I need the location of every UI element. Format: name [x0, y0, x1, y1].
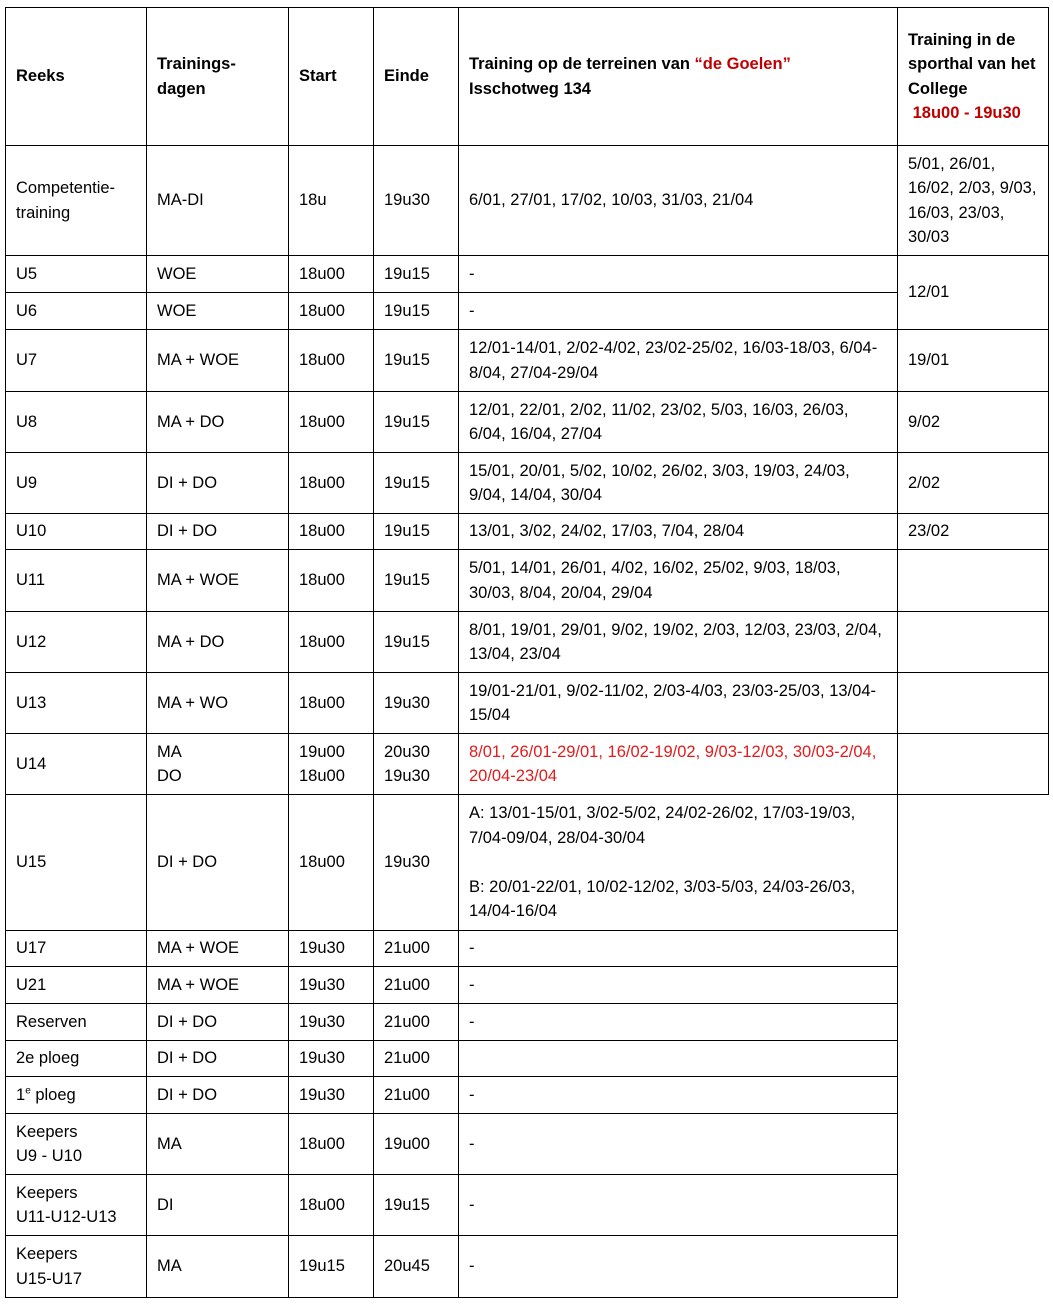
cell-goelen: 5/01, 14/01, 26/01, 4/02, 16/02, 25/02, 9/03, 18/03, 30/03, 8/04, 20/04, 29/04 — [459, 550, 898, 612]
cell-goelen: 6/01, 27/01, 17/02, 10/03, 31/03, 21/04 — [459, 146, 898, 256]
cell-start: 19u30 — [289, 931, 374, 967]
cell-einde: 19u15 — [374, 612, 459, 673]
cell-goelen: - — [459, 1236, 898, 1298]
cell-start: 19u15 — [289, 1236, 374, 1298]
cell-einde: 19u15 — [374, 392, 459, 453]
cell-dagen: MA + DO — [147, 612, 289, 673]
cell-goelen — [459, 1041, 898, 1077]
table-row — [6, 1114, 1049, 1175]
table-row — [6, 612, 1049, 673]
group-b-dates: B: 20/01-22/01, 10/02-12/02, 3/03-5/03, 24/03-26/03, 14/04-16/04 — [469, 877, 856, 921]
cell-reeks: Keepers U9 - U10 — [6, 1114, 147, 1175]
cell-reeks: 2e ploeg — [6, 1041, 147, 1077]
cell-einde: 19u30 — [374, 673, 459, 734]
cell-college: 9/02 — [898, 392, 1049, 453]
goelen-venue-name: de Goelen — [702, 55, 783, 73]
cell-dagen: DI + DO — [147, 1004, 289, 1041]
group-a-dates: A: 13/01-15/01, 3/02-5/02, 24/02-26/02, 17/03-19/03, 7/04-09/04, 28/04-30/04 — [469, 804, 856, 847]
cell-college: 19/01 — [898, 330, 1049, 392]
cell-start: 18u00 — [289, 612, 374, 673]
cell-einde: 19u15 — [374, 514, 459, 550]
cell-goelen: - — [459, 256, 898, 293]
cell-einde: 21u00 — [374, 1004, 459, 1041]
cell-college: 23/02 — [898, 514, 1049, 550]
cell-reeks: Reserven — [6, 1004, 147, 1041]
cell-college: 5/01, 26/01, 16/02, 2/03, 9/03, 16/03, 23/03, 30/03 — [898, 146, 1049, 256]
cell-einde: 19u15 — [374, 330, 459, 392]
cell-college — [898, 550, 1049, 612]
table-row — [6, 514, 1049, 550]
cell-college — [898, 673, 1049, 734]
header-goelen: Training op de terreinen van “de Goelen” Isschotweg 134 — [459, 8, 898, 146]
cell-goelen — [459, 795, 898, 931]
cell-reeks: U5 — [6, 256, 147, 293]
table-row — [6, 330, 1049, 392]
cell-dagen: DI — [147, 1175, 289, 1236]
cell-goelen: - — [459, 967, 898, 1004]
cell-start: 19u30 — [289, 1077, 374, 1114]
cell-goelen: - — [459, 293, 898, 330]
cell-goelen: 12/01, 22/01, 2/02, 11/02, 23/02, 5/03, 16/03, 26/03, 6/04, 16/04, 27/04 — [459, 392, 898, 453]
cell-einde: 19u30 — [374, 146, 459, 256]
table-row — [6, 967, 1049, 1004]
cell-start: 19u30 — [289, 967, 374, 1004]
cell-start: 18u00 — [289, 1114, 374, 1175]
table-row — [6, 1175, 1049, 1236]
cell-college — [898, 612, 1049, 673]
cell-start: 19u30 — [289, 1041, 374, 1077]
cell-einde: 19u15 — [374, 453, 459, 514]
table-row — [6, 453, 1049, 514]
cell-reeks: U6 — [6, 293, 147, 330]
table-row — [6, 1236, 1049, 1298]
table-row — [6, 1041, 1049, 1077]
table-row — [6, 734, 1049, 795]
cell-dagen: MA + WOE — [147, 550, 289, 612]
cell-goelen: - — [459, 1004, 898, 1041]
cell-reeks: U9 — [6, 453, 147, 514]
cell-goelen: - — [459, 1077, 898, 1114]
cell-goelen: 8/01, 19/01, 29/01, 9/02, 19/02, 2/03, 12/03, 23/03, 2/04, 13/04, 23/04 — [459, 612, 898, 673]
table-row — [6, 673, 1049, 734]
cell-start: 18u00 — [289, 293, 374, 330]
cell-goelen-highlighted: 8/01, 26/01-29/01, 16/02-19/02, 9/03-12/03, 30/03-2/04, 20/04-23/04 — [459, 734, 898, 795]
header-einde: Einde — [374, 8, 459, 146]
table-row — [6, 392, 1049, 453]
cell-dagen: MA — [147, 1114, 289, 1175]
college-time: 18u00 - 19u30 — [912, 104, 1021, 122]
cell-einde: 20u30 19u30 — [374, 734, 459, 795]
cell-dagen: DI + DO — [147, 514, 289, 550]
cell-reeks: Competentie- training — [6, 146, 147, 256]
cell-reeks: U14 — [6, 734, 147, 795]
cell-start: 18u — [289, 146, 374, 256]
cell-reeks: U10 — [6, 514, 147, 550]
cell-start: 18u00 — [289, 256, 374, 293]
cell-start: 18u00 — [289, 392, 374, 453]
header-trainingsdagen: Trainings- dagen — [147, 8, 289, 146]
cell-start: 18u00 — [289, 795, 374, 931]
table-row — [6, 146, 1049, 256]
header-reeks: Reeks — [6, 8, 147, 146]
cell-start: 18u00 — [289, 514, 374, 550]
cell-einde: 20u45 — [374, 1236, 459, 1298]
cell-reeks: Keepers U11-U12-U13 — [6, 1175, 147, 1236]
cell-einde: 19u30 — [374, 795, 459, 931]
cell-dagen: DI + DO — [147, 453, 289, 514]
cell-goelen: - — [459, 931, 898, 967]
cell-goelen: 19/01-21/01, 9/02-11/02, 2/03-4/03, 23/03-25/03, 13/04-15/04 — [459, 673, 898, 734]
cell-dagen: DI + DO — [147, 795, 289, 931]
cell-reeks: U11 — [6, 550, 147, 612]
cell-start: 18u00 — [289, 550, 374, 612]
cell-dagen: MA + DO — [147, 392, 289, 453]
cell-einde: 19u15 — [374, 293, 459, 330]
cell-start: 18u00 — [289, 1175, 374, 1236]
table-row — [6, 1077, 1049, 1114]
goelen-address: Isschotweg 134 — [469, 79, 591, 98]
cell-dagen: DI + DO — [147, 1077, 289, 1114]
cell-start: 18u00 — [289, 453, 374, 514]
training-schedule-table — [5, 7, 1049, 1298]
cell-reeks: U17 — [6, 931, 147, 967]
cell-college — [898, 734, 1049, 795]
table-row — [6, 1004, 1049, 1041]
cell-goelen: - — [459, 1175, 898, 1236]
cell-reeks: Keepers U15-U17 — [6, 1236, 147, 1298]
cell-einde: 19u00 — [374, 1114, 459, 1175]
table-row — [6, 931, 1049, 967]
cell-einde: 21u00 — [374, 967, 459, 1004]
cell-einde: 19u15 — [374, 550, 459, 612]
cell-college: 2/02 — [898, 453, 1049, 514]
table-row — [6, 293, 1049, 330]
cell-goelen: 13/01, 3/02, 24/02, 17/03, 7/04, 28/04 — [459, 514, 898, 550]
cell-reeks: U8 — [6, 392, 147, 453]
cell-reeks: 1e ploeg — [6, 1077, 147, 1114]
cell-goelen: - — [459, 1114, 898, 1175]
cell-einde: 21u00 — [374, 931, 459, 967]
cell-dagen: WOE — [147, 293, 289, 330]
cell-einde: 19u15 — [374, 256, 459, 293]
cell-reeks: U12 — [6, 612, 147, 673]
header-start: Start — [289, 8, 374, 146]
cell-start: 19u00 18u00 — [289, 734, 374, 795]
cell-dagen: MA + WO — [147, 673, 289, 734]
cell-reeks: U21 — [6, 967, 147, 1004]
cell-dagen: WOE — [147, 256, 289, 293]
cell-reeks: U15 — [6, 795, 147, 931]
cell-einde: 21u00 — [374, 1077, 459, 1114]
cell-dagen: MA-DI — [147, 146, 289, 256]
cell-start: 18u00 — [289, 673, 374, 734]
cell-dagen: MA + WOE — [147, 931, 289, 967]
cell-goelen: 15/01, 20/01, 5/02, 10/02, 26/02, 3/03, 19/03, 24/03, 9/04, 14/04, 30/04 — [459, 453, 898, 514]
cell-dagen: MA — [147, 1236, 289, 1298]
header-row — [6, 8, 1049, 146]
table-row — [6, 550, 1049, 612]
cell-reeks: U13 — [6, 673, 147, 734]
cell-reeks: U7 — [6, 330, 147, 392]
table-row — [6, 795, 1049, 931]
cell-goelen: 12/01-14/01, 2/02-4/02, 23/02-25/02, 16/03-18/03, 6/04-8/04, 27/04-29/04 — [459, 330, 898, 392]
cell-dagen: MA + WOE — [147, 967, 289, 1004]
cell-college: 12/01 — [898, 256, 1049, 330]
table-row — [6, 256, 1049, 293]
cell-einde: 21u00 — [374, 1041, 459, 1077]
cell-dagen: MA + WOE — [147, 330, 289, 392]
cell-dagen: MA DO — [147, 734, 289, 795]
cell-einde: 19u15 — [374, 1175, 459, 1236]
cell-start: 19u30 — [289, 1004, 374, 1041]
cell-start: 18u00 — [289, 330, 374, 392]
header-college: Training in de sporthal van het College 18u00 - 19u30 — [898, 8, 1049, 146]
cell-dagen: DI + DO — [147, 1041, 289, 1077]
